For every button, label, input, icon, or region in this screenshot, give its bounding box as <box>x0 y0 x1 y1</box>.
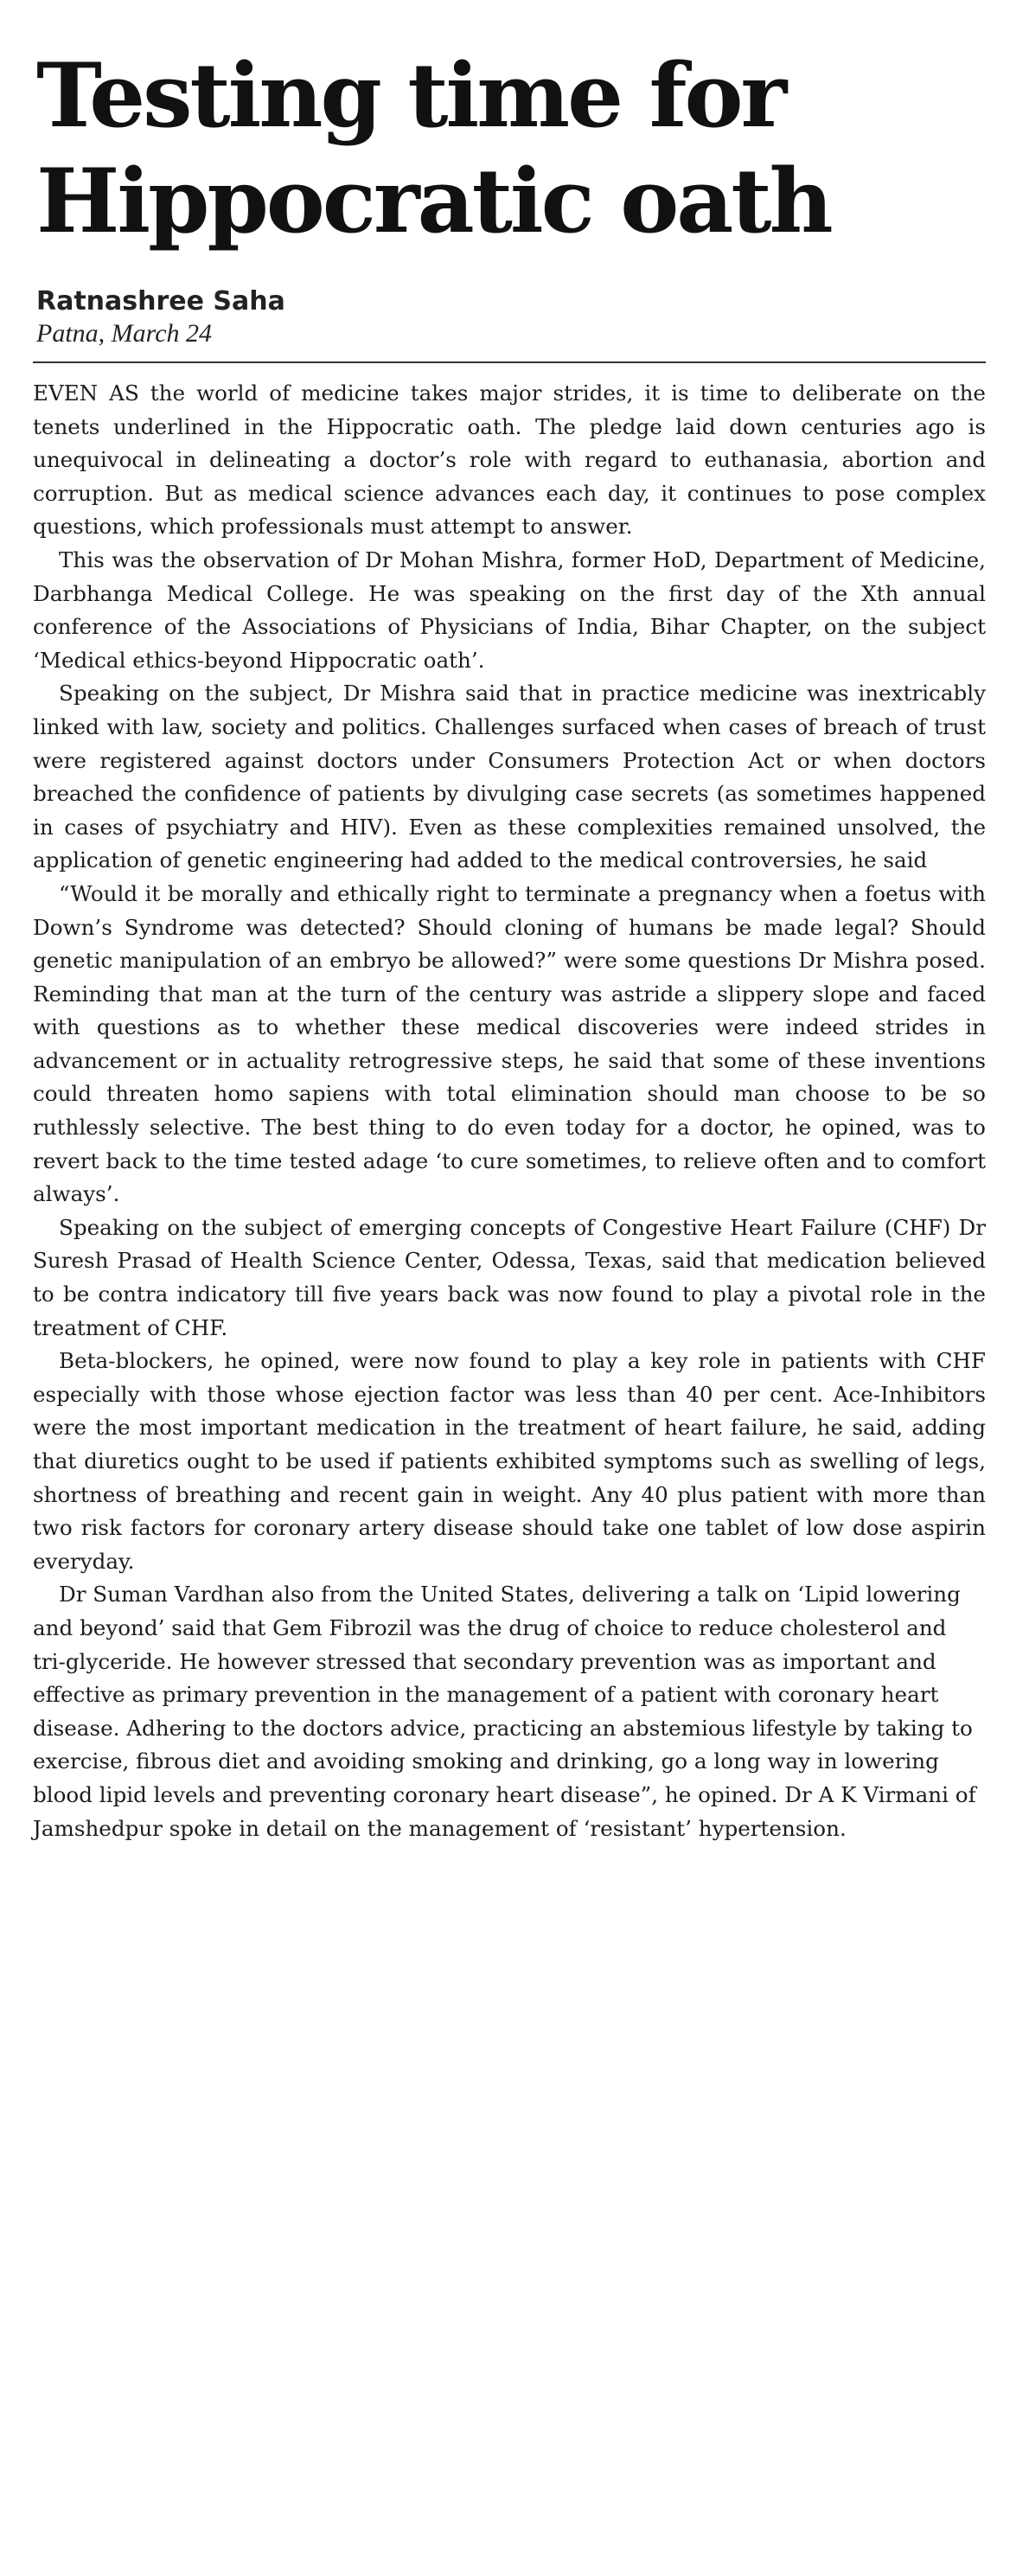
paragraph-7: Dr Suman Vardhan also from the United States, delivering a talk on ‘Lipid lowering and beyond’ said that Gem Fibrozil was the drug of choice to reduce cholesterol and tri-glyceride. He however stressed that secondary prevention was as important and effective as primary prevention in the management of a patient with coronary heart disease. Adhering to the doctors advice, practicing an abstemious lifestyle by taking to exercise, fibrous diet and avoiding smoking and drinking, go a long way in lowering blood lipid levels and preventing coronary heart disease”, he opined. Dr A K Virmani of Jamshedpur spoke in detail on the management of ‘resistant’ hypertension. <box>33 1582 976 1841</box>
byline <box>36 285 986 349</box>
paragraph-2: This was the observation of Dr Mohan Mishra, former HoD, Department of Medicine, Darbhanga Medical College. He was speaking on the first day of the Xth annual conference of the Associations of Physicians of India, Bihar Chapter, on the subject ‘Medical ethics-beyond Hippocratic oath’. <box>33 547 986 673</box>
byline-divider <box>33 361 986 363</box>
paragraph-6: Beta-blockers, he opined, were now found to play a key role in patients with CHF especially with those whose ejection factor was less than 40 per cent. Ace-Inhibitors were the most important medication in the treatment of heart failure, he said, adding that diuretics ought to be used if patients exhibited symptoms such as swelling of legs, shortness of breathing and recent gain in weight. Any 40 plus patient with more than two risk factors for coronary artery disease should take one tablet of low dose aspirin everyday. <box>33 1348 986 1574</box>
headline <box>36 43 986 254</box>
paragraph-4: “Would it be morally and ethically right to terminate a pregnancy when a foetus with Down’s Syndrome was detected? Should cloning of humans be made legal? Should genetic manipulation of an embryo be allowed?” were some questions Dr Mishra posed. Reminding that man at the turn of the century was astride a slippery slope and faced with questions as to whether these medical discoveries were indeed strides in advancement or in actuality retrogressive steps, he said that some of these inventions could threaten homo sapiens with total elimination should man choose to be so ruthlessly selective. The best thing to do even today for a doctor, he opined, was to revert back to the time tested adage ‘to cure sometimes, to relieve often and to comfort always’. <box>33 880 986 1207</box>
paragraph-5: Speaking on the subject of emerging concepts of Congestive Heart Failure (CHF) Dr Suresh Prasad of Health Science Center, Odessa, Texas, said that medication believed to be contra indicatory till five years back was now found to play a pivotal role in the treatment of CHF. <box>33 1214 986 1340</box>
article-body <box>33 377 986 1845</box>
paragraph-1: EVEN AS the world of medicine takes major strides, it is time to deliberate on the tenets underlined in the Hippocratic oath. The pledge laid down centuries ago is unequivocal in delineating a doctor’s role with regard to euthanasia, abortion and corruption. But as medical science advances each day, it continues to pose complex questions, which professionals must attempt to answer. <box>33 380 986 540</box>
paragraph-3: Speaking on the subject, Dr Mishra said that in practice medicine was inextricably linked with law, society and politics. Challenges surfaced when cases of breach of trust were registered against doctors under Consumers Protection Act or when doctors breached the confidence of patients by divulging case secrets (as sometimes happened in cases of psychiatry and HIV). Even as these complexities remained unsolved, the application of genetic engineering had added to the medical controversies, he said <box>33 681 986 873</box>
headline-line-2: Hippocratic oath <box>36 150 831 253</box>
headline-line-1: Testing time for <box>36 44 785 148</box>
dateline: Patna, March 24 <box>36 319 213 348</box>
author-name: Ratnashree Saha <box>36 286 285 316</box>
